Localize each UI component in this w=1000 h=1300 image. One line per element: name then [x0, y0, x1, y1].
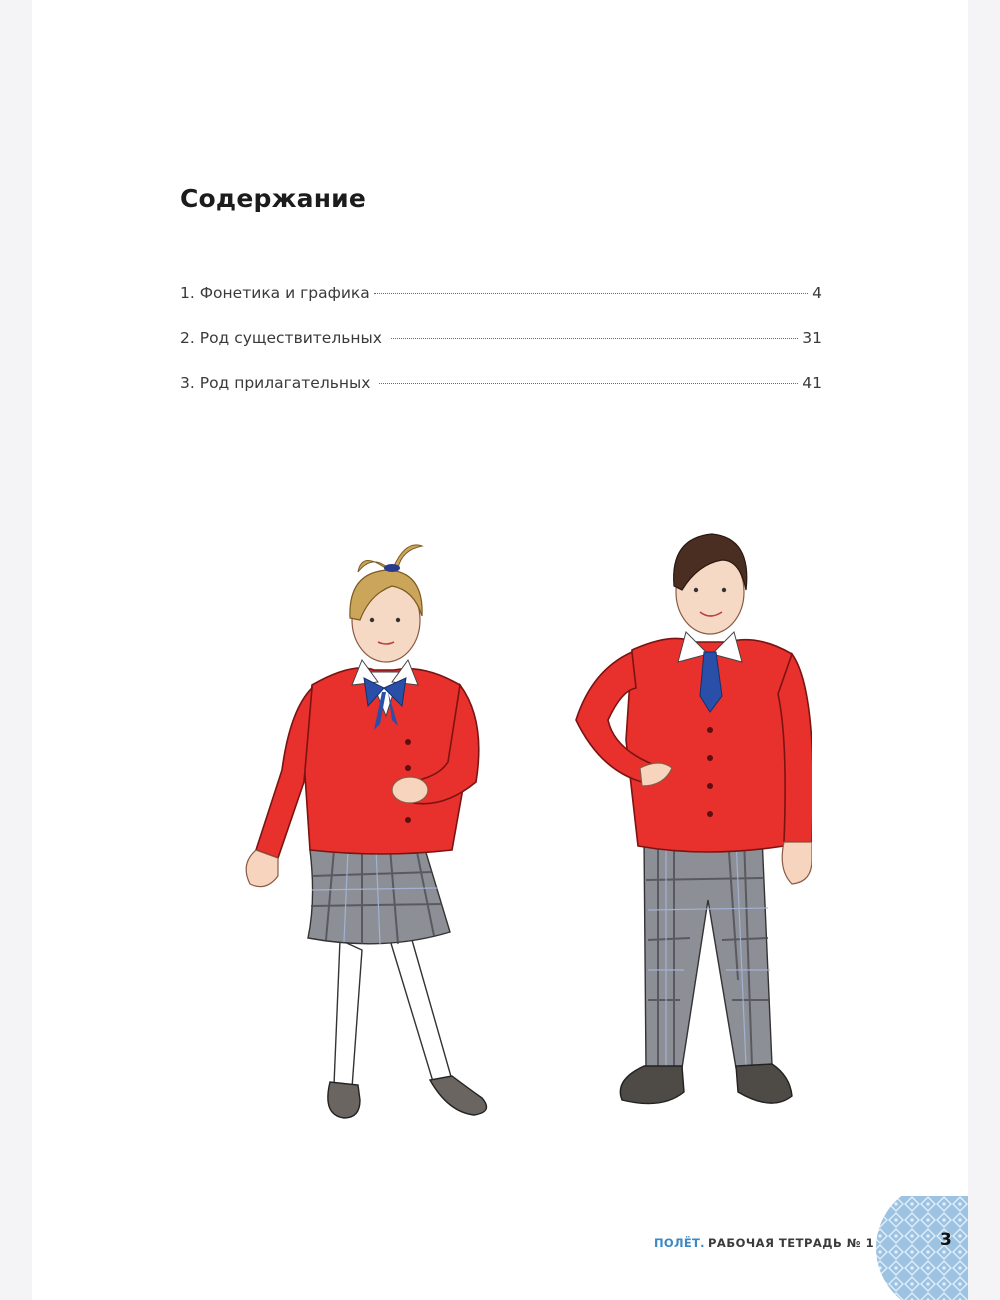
boy-figure — [576, 534, 812, 1104]
toc-entry[interactable] — [180, 284, 822, 329]
toc-entry-label: 2. Род существительных — [180, 329, 387, 347]
toc-entry-page: 31 — [802, 329, 822, 347]
toc-entry-page: 41 — [802, 374, 822, 392]
toc-leader-dots — [379, 383, 798, 384]
document-page — [32, 0, 968, 1300]
page-number: 3 — [940, 1230, 952, 1250]
toc-entry[interactable] — [180, 374, 822, 419]
table-of-contents — [180, 284, 822, 419]
toc-leader-dots — [374, 293, 808, 294]
toc-entry[interactable] — [180, 329, 822, 374]
girl-figure — [246, 545, 486, 1118]
toc-entry-label: 3. Род прилагательных — [180, 374, 376, 392]
footer-subtitle: РАБОЧАЯ ТЕТРАДЬ № 1 — [708, 1236, 875, 1250]
toc-entry-page: 4 — [812, 284, 822, 302]
page-title: Содержание — [180, 184, 367, 213]
footer-brand: ПОЛЁТ. — [654, 1236, 705, 1250]
school-uniform-illustration — [212, 520, 812, 1140]
corner-ornament — [872, 1196, 968, 1300]
toc-entry-label: 1. Фонетика и графика — [180, 284, 370, 302]
toc-leader-dots — [391, 338, 798, 339]
